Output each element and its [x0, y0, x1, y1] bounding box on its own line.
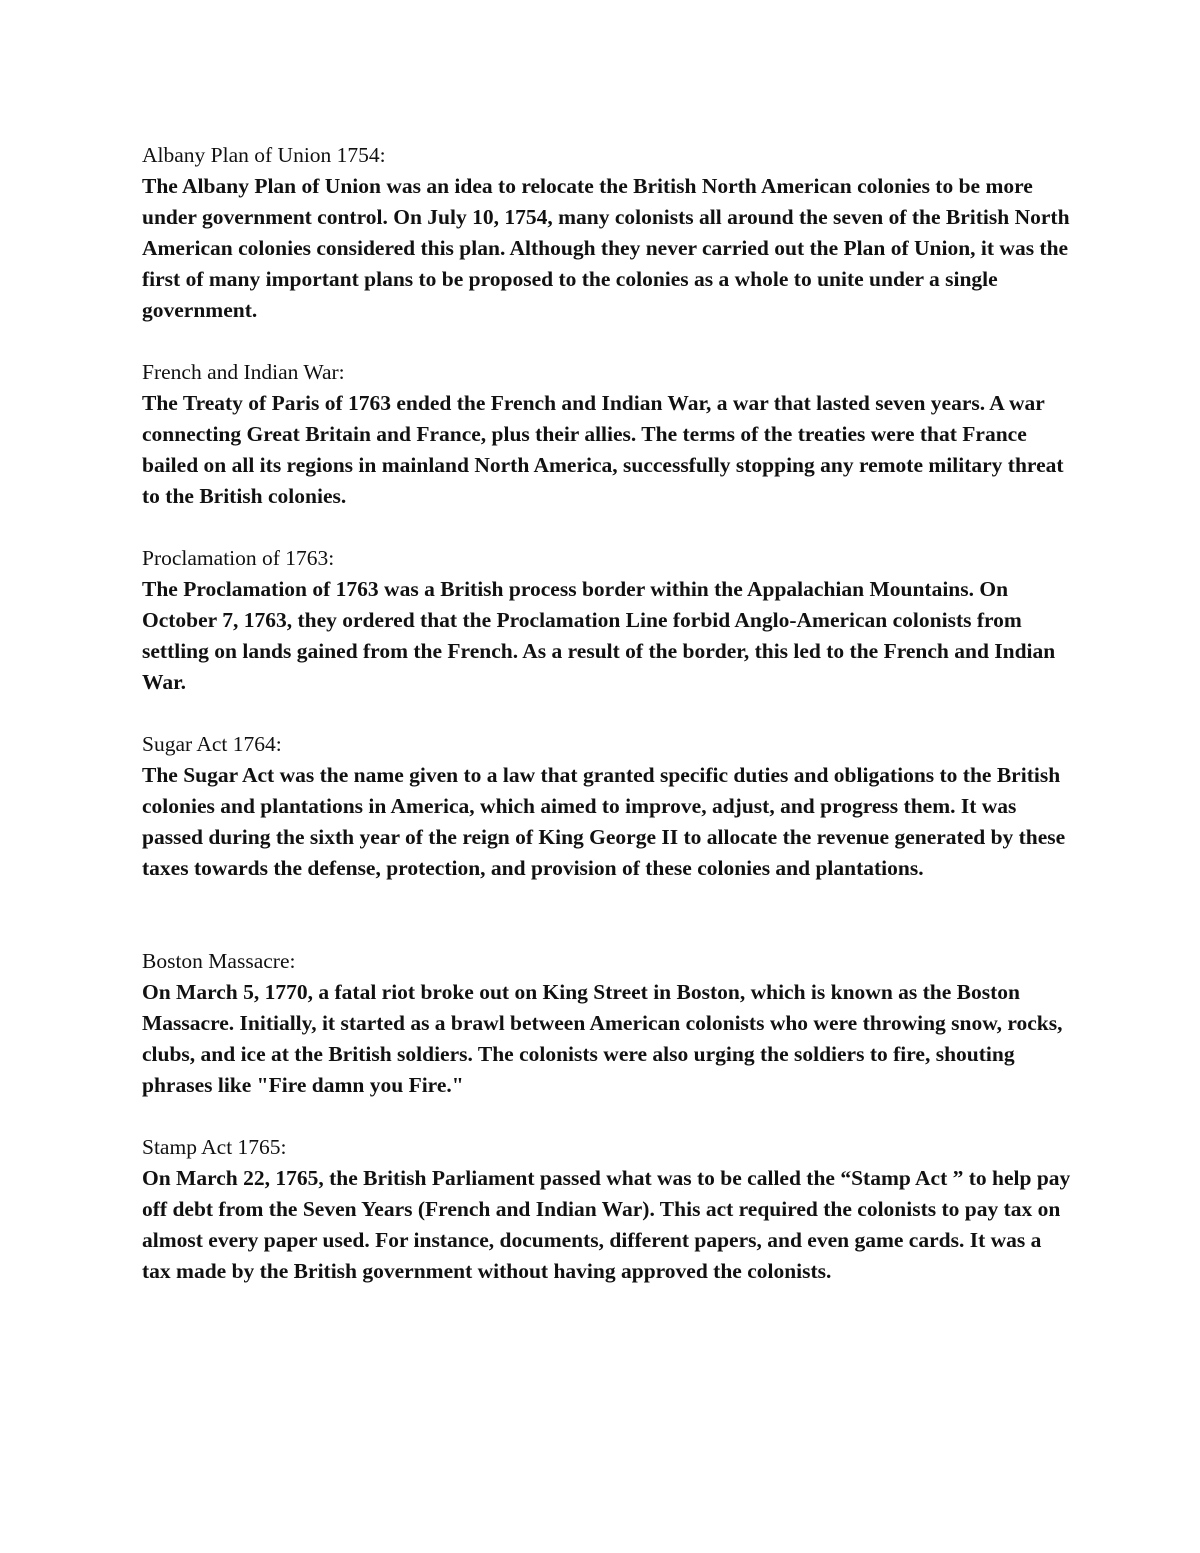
section-proclamation-1763 [142, 543, 1072, 698]
section-heading: Stamp Act 1765: [142, 1135, 287, 1159]
section-heading: Sugar Act 1764: [142, 732, 282, 756]
section-paragraph: On March 5, 1770, a fatal riot broke out on King Street in Boston, which is known as the Boston Massacre. Initially, it started as a brawl between American colonists who were throwing snow, rocks, clubs, and ice at the British soldiers. The colonists were also urging the soldiers to fire, shouting phrases like "Fire damn you Fire." [142, 980, 1063, 1097]
section-paragraph: The Treaty of Paris of 1763 ended the French and Indian War, a war that lasted seven years. A war connecting Great Britain and France, plus their allies. The terms of the treaties were that France bailed on all its regions in mainland North America, successfully stopping any remote military threat to the British colonies. [142, 391, 1064, 508]
section-heading: Boston Massacre: [142, 949, 296, 973]
section-paragraph: The Albany Plan of Union was an idea to relocate the British North American colonies to be more under government control. On July 10, 1754, many colonists all around the seven of the British North American colonies considered this plan. Although they never carried out the Plan of Union, it was the first of many important plans to be proposed to the colonies as a whole to unite under a single government. [142, 174, 1070, 322]
section-paragraph: On March 22, 1765, the British Parliament passed what was to be called the “Stamp Act ” to help pay off debt from the Seven Years (French and Indian War). This act required the colonists to pay tax on almost every paper used. For instance, documents, different papers, and even game cards. It was a tax made by the British government without having approved the colonists. [142, 1166, 1071, 1283]
section-french-indian-war [142, 357, 1072, 512]
section-heading: Proclamation of 1763: [142, 546, 335, 570]
section-paragraph: The Proclamation of 1763 was a British process border within the Appalachian Mountains. On October 7, 1763, they ordered that the Proclamation Line forbid Anglo-American colonists from settling on lands gained from the French. As a result of the border, this led to the French and Indian War. [142, 577, 1056, 694]
document-body [142, 140, 1072, 1287]
section-heading: Albany Plan of Union 1754: [142, 143, 386, 167]
section-boston-massacre [142, 946, 1072, 1101]
section-paragraph: The Sugar Act was the name given to a law that granted specific duties and obligations to the British colonies and plantations in America, which aimed to improve, adjust, and progress them. It was passed during the sixth year of the reign of King George II to allocate the revenue generated by these taxes towards the defense, protection, and provision of these colonies and plantations. [142, 763, 1066, 880]
section-albany-plan [142, 140, 1072, 326]
section-stamp-act [142, 1132, 1072, 1287]
section-heading: French and Indian War: [142, 360, 345, 384]
section-sugar-act [142, 729, 1072, 884]
